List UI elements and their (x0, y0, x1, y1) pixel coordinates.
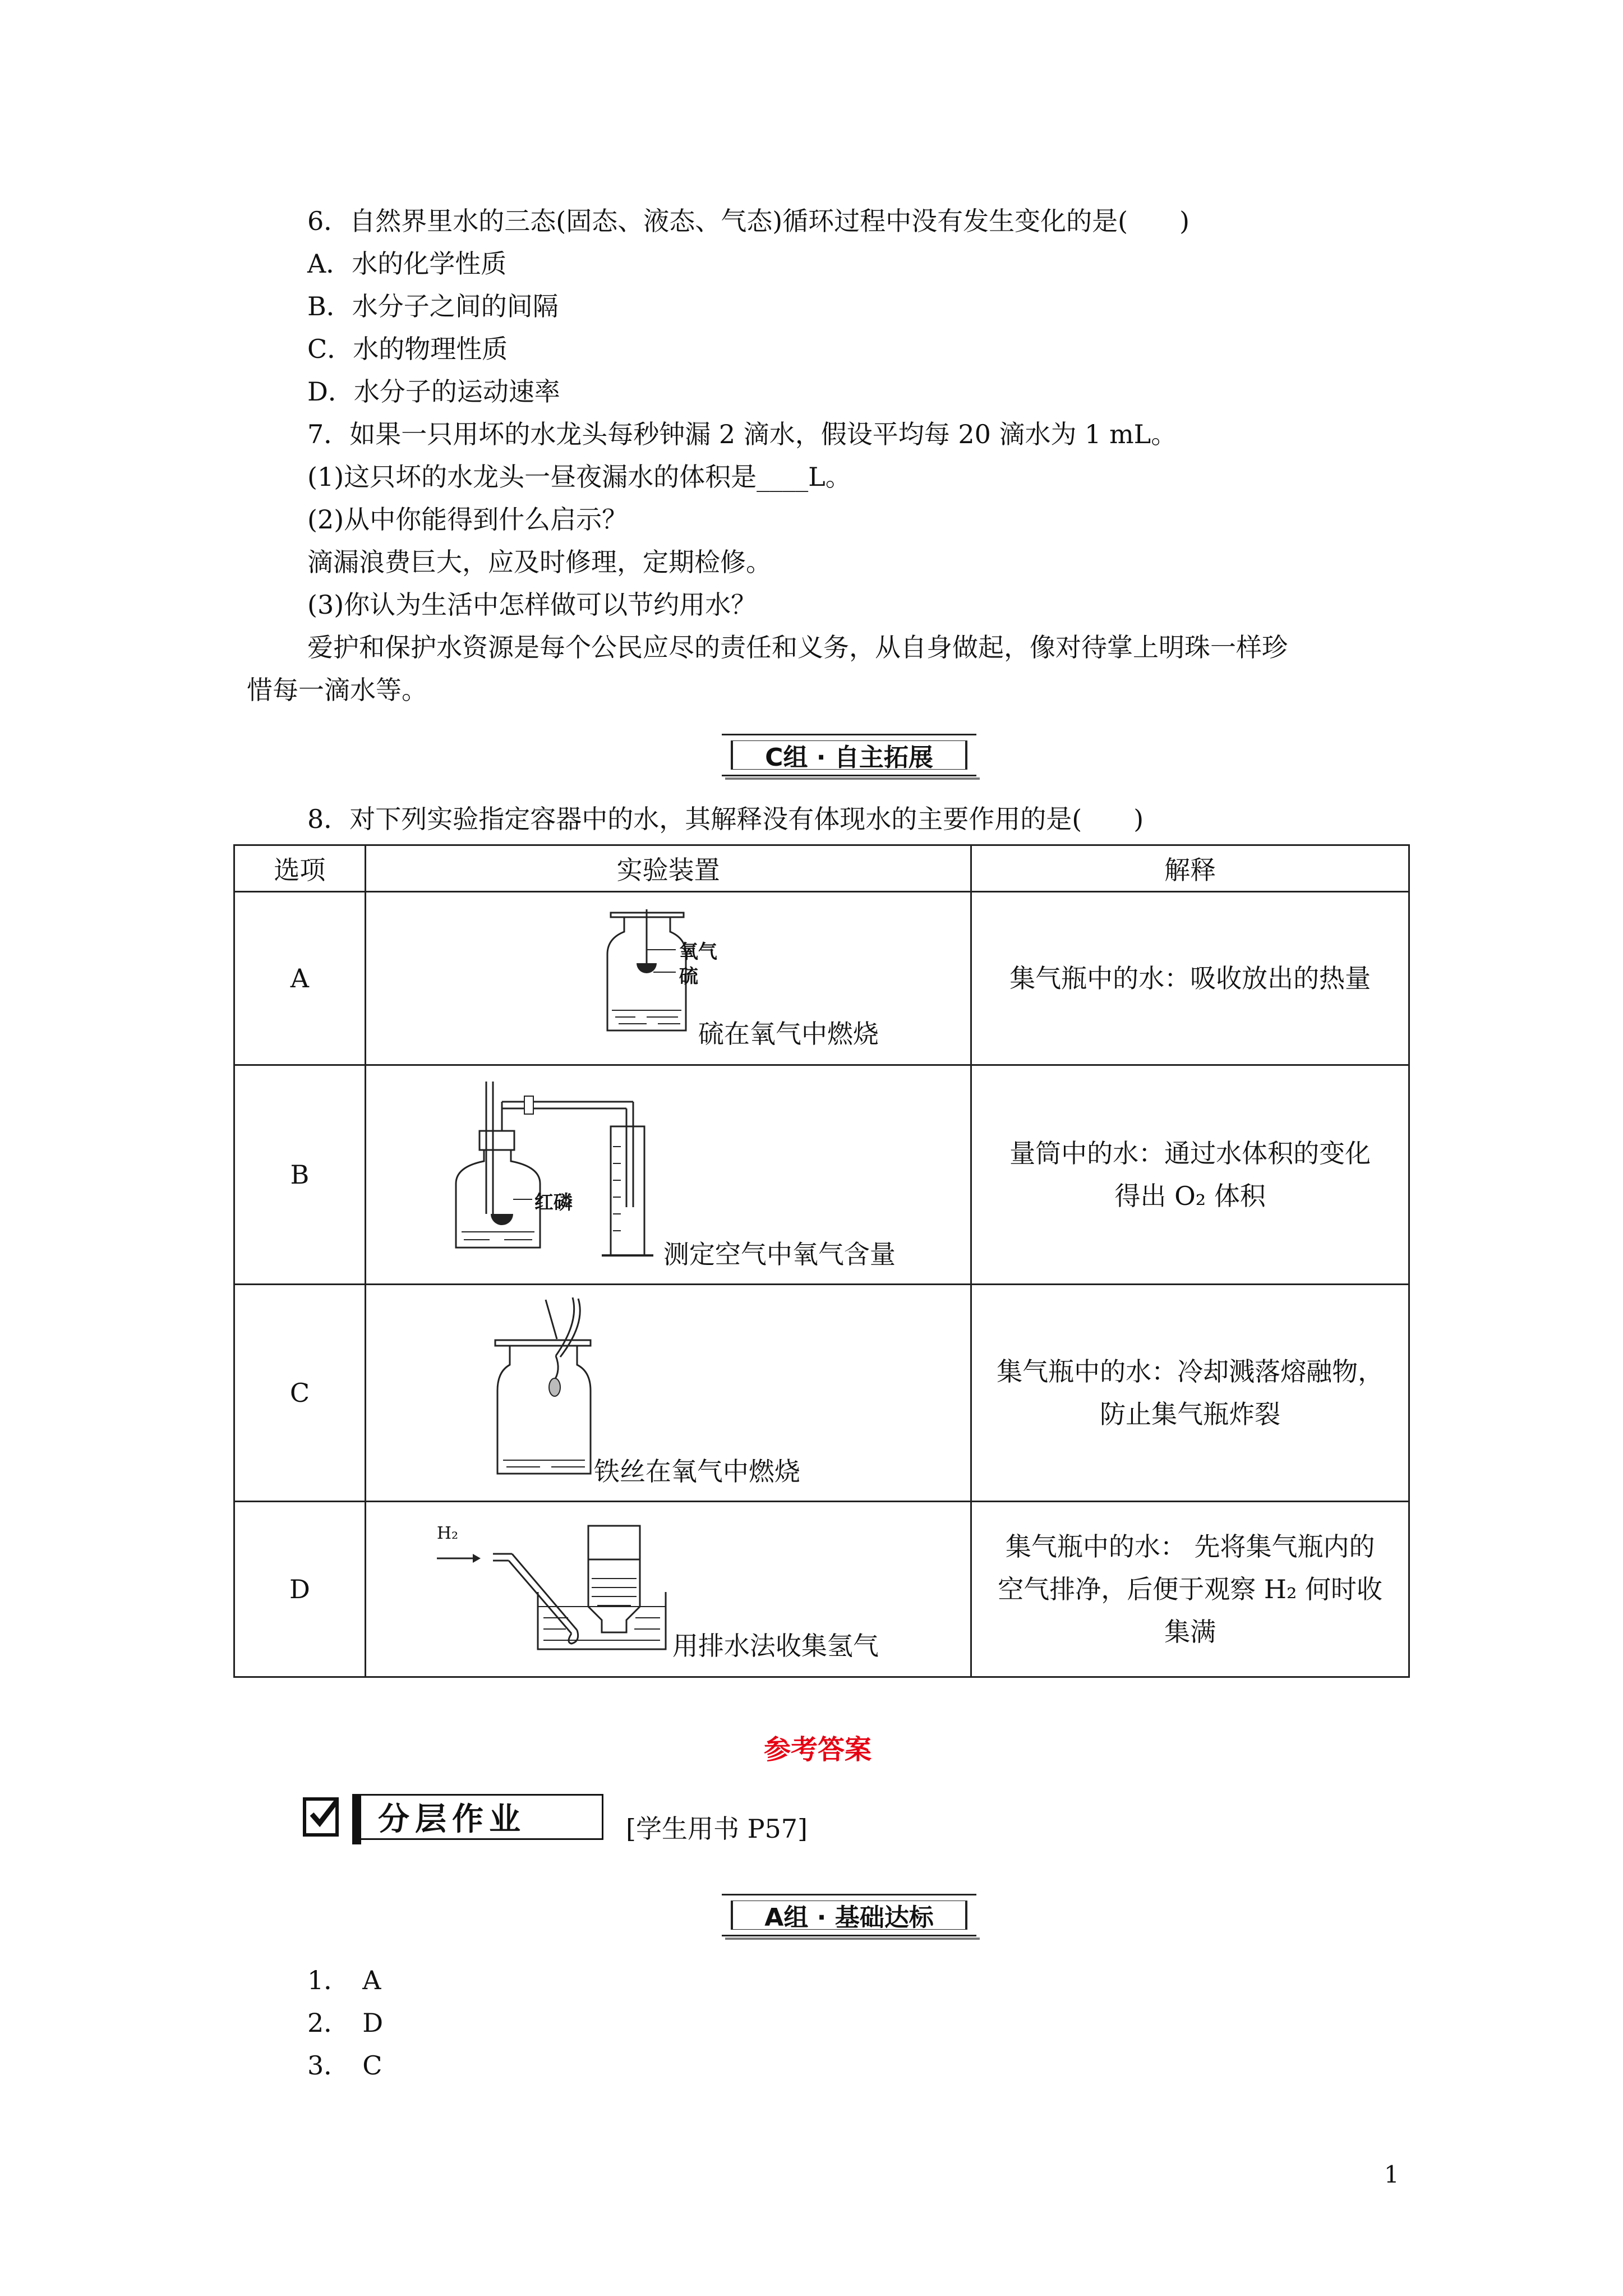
section-a-tag (722, 1894, 976, 1936)
q7-answer2: 滴漏浪费巨大，应及时修理，定期检修。 (307, 547, 772, 577)
q7-answer3-line1: 爱护和保护水资源是每个公民应尽的责任和义务，从自身做起，像对待掌上明珠一样珍 (307, 632, 1288, 662)
q7-part3: (3)你认为生活中怎样做可以节约用水？ (307, 590, 757, 620)
q7-part2: (2)从中你能得到什么启示？ (307, 504, 628, 535)
q6-stem: 6．自然界里水的三态(固态、液态、气态)循环过程中没有发生变化的是( ) (307, 206, 1190, 236)
row-a-explanation (971, 892, 1409, 1065)
row-a-caption: 硫在氧气中燃烧 (698, 1019, 879, 1049)
q8-stem: 8．对下列实验指定容器中的水，其解释没有体现水的主要作用的是( ) (307, 804, 1144, 834)
student-book-ref: [学生用书 P57] (626, 1814, 808, 1844)
sulfur-label: 硫 (679, 965, 698, 988)
answer-3: 3． C (307, 2050, 382, 2081)
row-d-explain-line1: 集气瓶中的水： 先将集气瓶内的 (1005, 1531, 1375, 1562)
section-c-tag (722, 734, 976, 776)
section-a-label: A组 · 基础达标 (731, 1901, 967, 1930)
row-d-option: D (234, 1502, 366, 1677)
q7-part1: (1)这只坏的水龙头一昼夜漏水的体积是____L。 (307, 462, 851, 492)
row-b-explanation (971, 1065, 1409, 1285)
q7-stem: 7．如果一只用坏的水龙头每秒钟漏 2 滴水，假设平均每 20 滴水为 1 mL。 (307, 419, 1177, 449)
answer-2: 2． D (307, 2008, 384, 2038)
answer-1: 1． A (307, 1965, 381, 1995)
row-b-caption: 测定空气中氧气含量 (663, 1239, 896, 1269)
row-b-explain-line1: 量筒中的水：通过水体积的变化 (1009, 1138, 1371, 1168)
row-b-explain-line2: 得出 O₂ 体积 (1114, 1181, 1266, 1211)
row-d-explanation (971, 1502, 1409, 1677)
q6-option-d: D．水分子的运动速率 (307, 376, 560, 407)
red-phosphorus-label: 红磷 (534, 1191, 573, 1214)
row-d-explain-line3: 集满 (1164, 1617, 1216, 1647)
table-row (234, 1285, 1409, 1502)
h2-label: H₂ (436, 1524, 459, 1543)
row-d-explain-line2: 空气排净，后便于观察 H₂ 何时收 (998, 1574, 1383, 1604)
row-c-explain-line2: 防止集气瓶炸裂 (1100, 1399, 1281, 1429)
row-a-option: A (234, 892, 366, 1065)
hydrogen-collection-diagram (434, 1522, 691, 1663)
header-apparatus: 实验装置 (365, 845, 971, 892)
row-b-apparatus (365, 1065, 971, 1285)
header-option: 选项 (234, 845, 366, 892)
header-explanation: 解释 (971, 845, 1409, 892)
row-d-caption: 用排水法收集氢气 (672, 1631, 879, 1661)
table-row (234, 892, 1409, 1065)
row-a-explain-line1: 集气瓶中的水：吸收放出的热量 (1009, 963, 1371, 993)
q6-option-c: C．水的物理性质 (307, 334, 508, 364)
page-number: 1 (1384, 2161, 1399, 2188)
table-row (234, 1065, 1409, 1285)
row-a-apparatus (365, 892, 971, 1065)
q7-answer3-line2: 惜每一滴水等。 (247, 675, 427, 705)
q6-option-b: B．水分子之间的间隔 (307, 291, 559, 321)
q6-option-a: A．水的化学性质 (307, 249, 507, 279)
row-c-explain-line1: 集气瓶中的水：冷却溅落熔融物， (997, 1356, 1384, 1387)
q8-table (233, 844, 1410, 1678)
row-d-apparatus (365, 1502, 971, 1677)
layered-homework-badge (303, 1794, 606, 1844)
table-row (234, 1502, 1409, 1677)
row-c-caption: 铁丝在氧气中燃烧 (593, 1456, 800, 1487)
section-c-label: C组 · 自主拓展 (731, 740, 967, 770)
row-c-option: C (234, 1285, 366, 1502)
row-b-option: B (234, 1065, 366, 1285)
checkbox-icon (303, 1797, 339, 1837)
row-c-explanation (971, 1285, 1409, 1502)
layered-homework-label: 分层作业 (361, 1794, 603, 1840)
oxygen-label: 氧气 (679, 941, 717, 963)
table-header-row (234, 845, 1409, 892)
answer-title: 参考答案 (764, 1734, 872, 1765)
phosphorus-oxygen-diagram (450, 1079, 697, 1264)
row-c-apparatus (365, 1285, 971, 1502)
